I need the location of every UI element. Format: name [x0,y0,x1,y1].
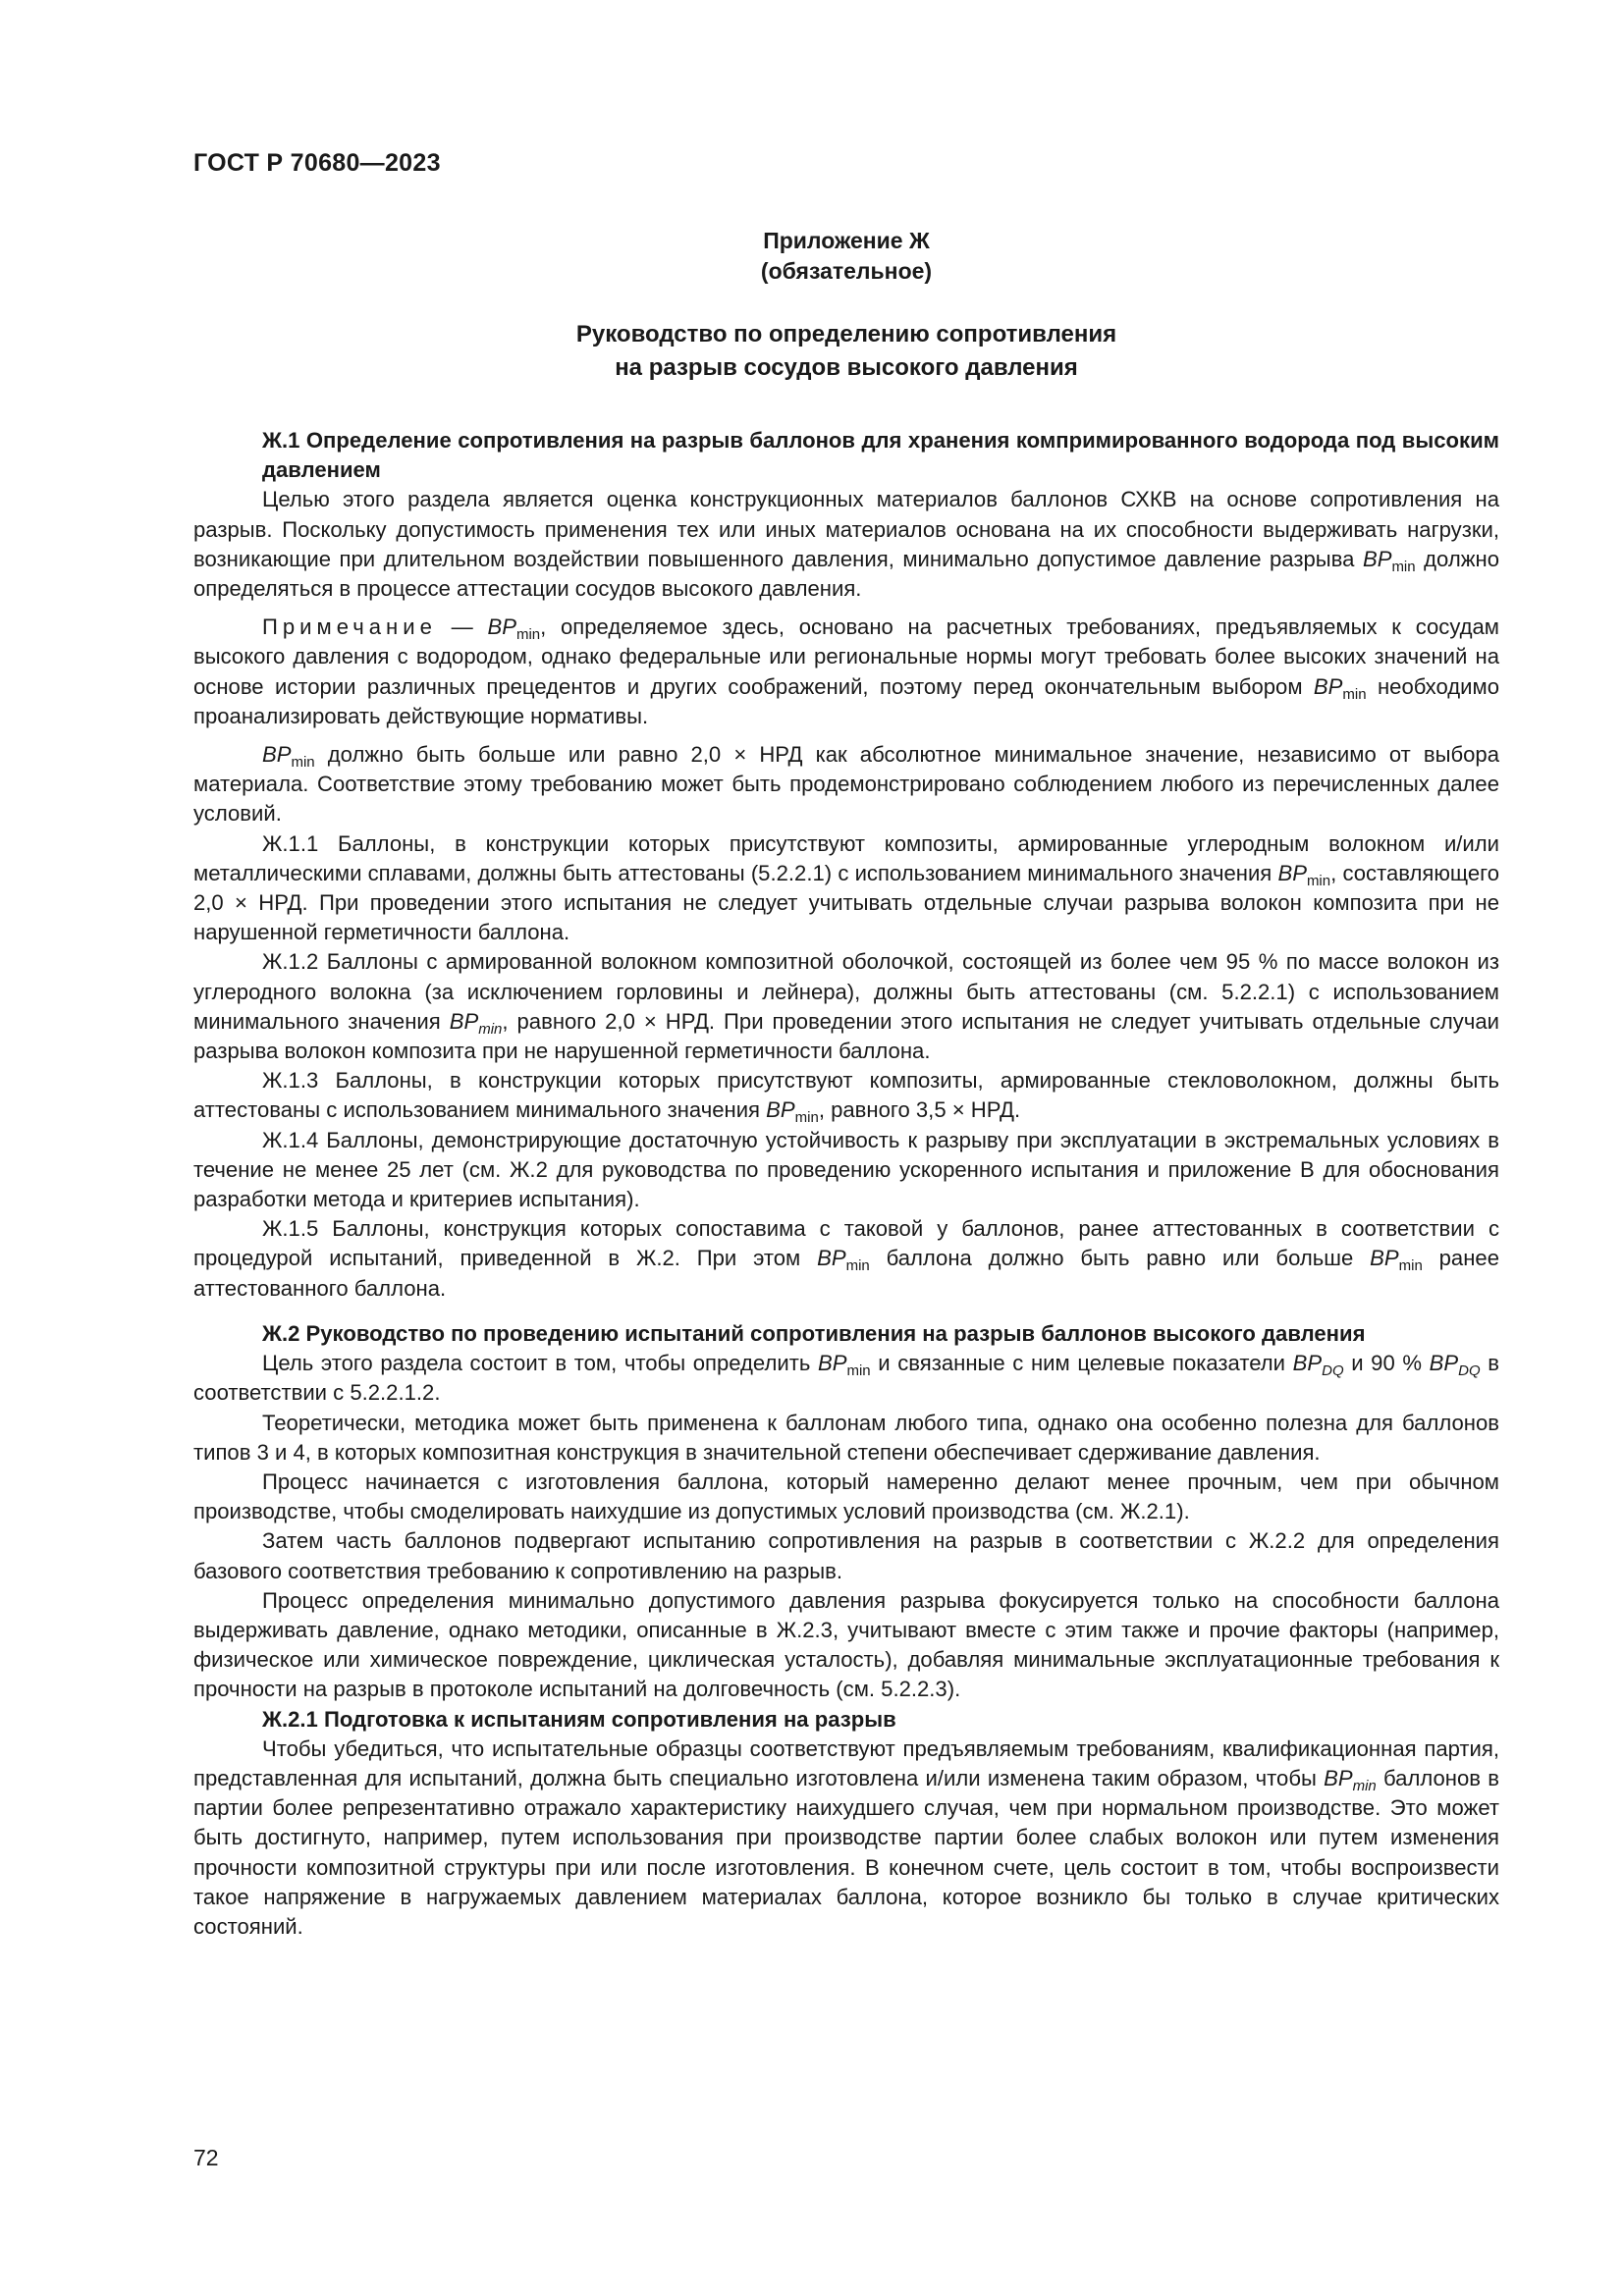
title-line-1: Руководство по определению сопротивления [575,321,1117,347]
list-item: Ж.1.3 Баллоны, в конструкции которых присутствуют композиты, армированные стекловолокном, должны быть аттестованы с использованием минимального значения $BP_{min}$, равного 3,5 × НРД. [193,1068,1499,1127]
appendix-title: Приложение Ж [763,228,930,253]
note-label: Примечание [262,614,437,640]
list-item: Ж.1.1 Баллоны, в конструкции которых присутствуют композиты, армированные углеродным волокном и/или металлическими сплавами, должны быть аттестованы (5.2.2.1) с использованием минимального значения $BP_{min}$, составляющего 2,0 × НРД. При проведении этого испытания не следует учитывать отдельные случаи разрыва волокон композита при не нарушенной герметичности баллона. [193,830,1499,945]
paragraph: Теоретически, методика может быть применена к баллонам любого типа, однако она особенно полезна для баллонов типов 3 и 4, в которых композитная конструкция в значительной степени обеспечивает сдерживание давления. [193,1410,1499,1465]
appendix-heading [193,226,1499,287]
paragraph: $BP_{min}$ должно быть больше или равно 2,0 × НРД как абсолютное минимальное значение, независимо от выбора материала. Соответствие этому требованию может быть продемонстрировано соблюдением любого из перечисленных далее условий. [193,742,1499,827]
list-item: Ж.1.4 Баллоны, демонстрирующие достаточную устойчивость к разрыву при эксплуатации в экстремальных условиях в течение не менее 25 лет (см. Ж.2 для руководства по проведению ускоренного испытания и приложение В для обоснования разработки метода и критериев испытания). [193,1127,1499,1212]
standard-header: ГОСТ Р 70680—2023 [193,149,441,177]
title-line-2: на разрыв сосудов высокого давления [615,354,1078,381]
paragraph: Затем часть баллонов подвергают испытанию сопротивления на разрыв в соответствии с Ж.2.2 для определения базового соответствия требованию к сопротивлению на разрыв. [193,1528,1499,1583]
paragraph: Процесс определения минимально допустимого давления разрыва фокусируется только на способности баллона выдерживать давление, однако методики, описанные в Ж.2.3, учитывают вместе с этим также и прочие факторы (например, физическое или химическое повреждение, циклическая усталость), добавляя минимальные эксплуатационные требования к прочности на разрыв в протоколе испытаний на долговечность (см. 5.2.2.3). [193,1587,1499,1702]
list-item: Ж.1.5 Баллоны, конструкция которых сопоставима с таковой у баллонов, ранее аттестованных в соответствии с процедурой испытаний, приведенной в Ж.2. При этом $BP_{min}$ баллона должно быть равно или больше $BP_{min}$ ранее аттестованного баллона. [193,1216,1499,1301]
section-heading: Ж.1 Определение сопротивления на разрыв баллонов для хранения компримированного водорода под высоким давлением [262,428,1499,483]
paragraph: Целью этого раздела является оценка конструкционных материалов баллонов СХКВ на основе сопротивления на разрыв. Поскольку допустимость применения тех или иных материалов основана на их способности выдерживать нагрузки, возникающие при длительном воздействии повышенного давления, минимально допустимое давление разрыва $BP_{min}$ должно определяться в процессе аттестации сосудов высокого давления. [193,487,1499,602]
page-number: 72 [193,2145,219,2170]
paragraph: Чтобы убедиться, что испытательные образцы соответствуют предъявляемым требованиям, квалификационная партия, представленная для испытаний, должна быть специально изготовлена и/или изменена таким образом, чтобы $BP_{min}$ баллонов в партии более репрезентативно отражало характеристику наихудшего случая, чем при нормальном производстве. Это может быть достигнуто, например, путем использования при производстве партии более слабых волокон или путем изменения прочности композитной структуры при или после изготовления. В конечном счете, цель состоит в том, чтобы воспроизвести такое напряжение в нагружаемых давлением материалах баллона, которое возникло бы только в случае критических состояний. [193,1735,1499,1939]
document-body [193,426,1499,1942]
paragraph: Процесс начинается с изготовления баллона, который намеренно делают менее прочным, чем при обычном производстве, чтобы смоделировать наихудшие из допустимых условий производства (см. Ж.2.1). [193,1468,1499,1524]
note-paragraph: Примечание — $BP_{min}$, определяемое здесь, основано на расчетных требованиях, предъявляемых к сосудам высокого давления с водородом, однако федеральные или региональные нормы могут требовать более высоких значений на основе истории различных прецедентов и других соображений, поэтому перед окончательным выбором $BP_{min}$ необходимо проанализировать действующие нормативы. [193,614,1499,728]
appendix-status: (обязательное) [760,258,933,284]
section-heading: Ж.2 Руководство по проведению испытаний сопротивления на разрыв баллонов высокого давления [262,1320,1366,1346]
document-title [193,318,1499,385]
subsection-heading: Ж.2.1 Подготовка к испытаниям сопротивления на разрыв [262,1706,896,1732]
list-item: Ж.1.2 Баллоны с армированной волокном композитной оболочкой, состоящей из более чем 95 % по массе волокон из углеродного волокна (за исключением горловины и лейнера), должны быть аттестованы (см. 5.2.2.1) с использованием минимального значения $BP_{min}$, равного 2,0 × НРД. При проведении этого испытания не следует учитывать отдельные случаи разрыва волокон композита при не нарушенной герметичности баллона. [193,949,1499,1064]
paragraph: Цель этого раздела состоит в том, чтобы определить $BP_{min}$ и связанные с ним целевые показатели $BP_{DQ}$ и 90 % $BP_{DQ}$ в соответствии с 5.2.2.1.2. [193,1351,1499,1406]
